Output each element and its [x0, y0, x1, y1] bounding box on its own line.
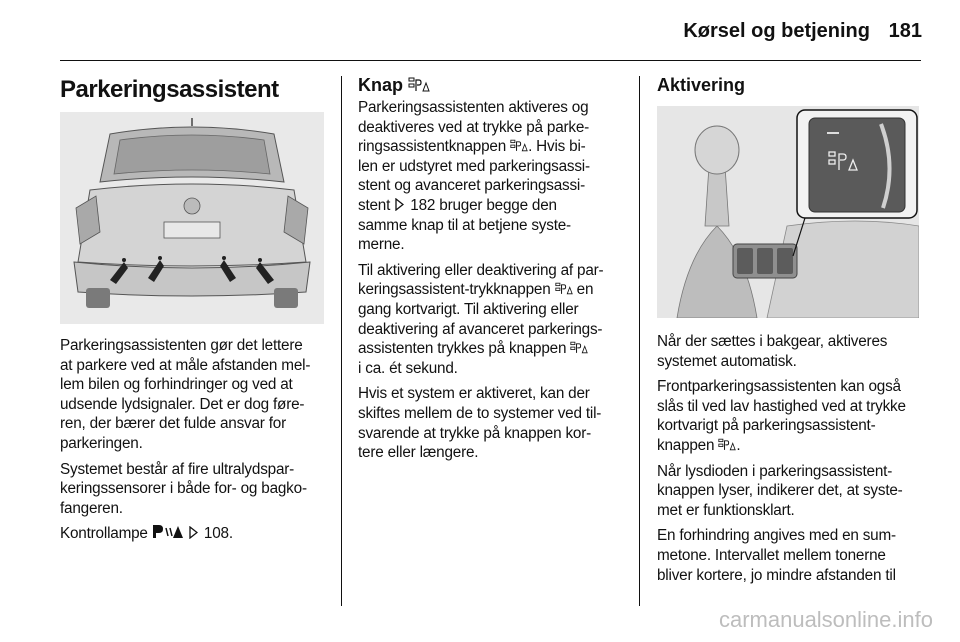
button-paragraph-3: Hvis et system er aktiveret, kan der skiftes mellem de to systemer ved til- svarende at trykke på knappen kor- tere eller længere.	[358, 385, 602, 462]
column-parking-assistant	[60, 72, 326, 550]
button-paragraph-2: Til aktivering eller deaktivering af par- keringsassistent-trykknappen en gang kortvarigt. Til aktivering eller deaktivering af avanceret parkerings- assistenten trykkes på knappen i ca. ét sekund.	[358, 261, 604, 377]
column-activation	[657, 72, 923, 591]
header-divider	[60, 60, 921, 61]
column-button	[358, 72, 628, 469]
parking-assist-button-icon	[718, 438, 736, 451]
activation-paragraph-1: Når der sættes i bakgear, aktiveres systemet automatisk.	[657, 333, 888, 370]
car-rear-sensors-illustration	[60, 112, 324, 324]
button-paragraph-1: Parkeringsassistenten aktiveres og deaktiveres ved at trykke på parke- ringsassistentknappen . Hvis bi- len er udstyret med parkeringsassi- stent og avanceret parkeringsassi- stent 182 bruger begge den samme knap til at betjene syste- merne.	[358, 99, 590, 254]
intro-paragraph: Parkeringsassistenten gør det lettere at parkere ved at måle afstanden mel- lem bilen og forhindringer og ved at udsende lydsignaler. Det er dog føre- ren, der bærer det fulde ansvar for parkeringen.	[60, 337, 311, 452]
section-heading-parkeringsassistent: Parkeringsassistent	[60, 76, 279, 103]
page-number: 181	[888, 20, 922, 42]
parking-assist-button-icon	[408, 77, 430, 92]
section-heading-knap: Knap	[358, 72, 628, 98]
column-divider-right	[639, 76, 640, 606]
control-lamp-paragraph: Kontrollampe 108.	[60, 525, 233, 543]
watermark: carmanualsonline.info	[718, 607, 933, 632]
sensors-paragraph: Systemet består af fire ultralydspar- keringssensorer i både for- og bagko- fangeren.	[60, 460, 307, 517]
section-heading-aktivering: Aktivering	[657, 75, 746, 95]
parking-assist-button-icon	[570, 341, 588, 354]
page-reference-icon	[189, 526, 198, 539]
activation-paragraph-4: En forhindring angives med en sum- metone. Intervallet mellem tonerne bliver kortere, jo mindre afstanden til	[657, 527, 896, 584]
center-console-button-illustration	[657, 106, 919, 318]
page-header-title: Kørsel og betjening	[683, 20, 870, 42]
page-reference-icon	[395, 198, 404, 211]
activation-paragraph-3: Når lysdioden i parkeringsassistent- knappen lyser, indikerer det, at syste- met er funktionsklart.	[657, 462, 903, 519]
activation-paragraph-2: Frontparkeringsassistenten kan også slås til ved lav hastighed ved at trykke kortvarigt på parkeringsassistent- knappen .	[657, 378, 906, 454]
column-divider-left	[341, 76, 342, 606]
parking-assist-button-icon	[510, 139, 528, 152]
parking-assist-button-icon	[555, 282, 573, 295]
parking-warning-lamp-icon	[152, 524, 184, 539]
